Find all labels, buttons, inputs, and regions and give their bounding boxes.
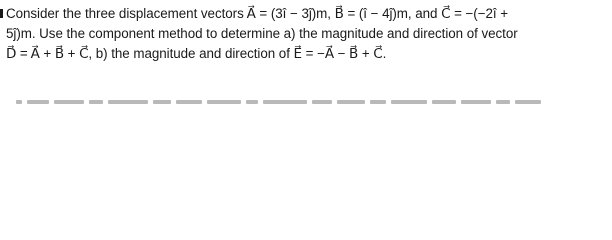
problem-line-3: D⃗ = A⃗ + B⃗ + C⃗, b) the magnitude and direction of E⃗ = −A⃗ − B⃗ + C⃗. bbox=[6, 46, 387, 61]
problem-line-2: 5ĵ)m. Use the component method to determine a) the magnitude and direction of vector bbox=[6, 26, 518, 41]
problem-statement bbox=[6, 4, 610, 64]
problem-line-1: Consider the three displacement vectors A⃗ = (3î − 3ĵ)m, B⃗ = (î − 4ĵ)m, and C⃗ = −(−2î + bbox=[6, 6, 508, 21]
left-edge-mark bbox=[0, 9, 3, 18]
cut-off-next-line bbox=[16, 98, 576, 104]
